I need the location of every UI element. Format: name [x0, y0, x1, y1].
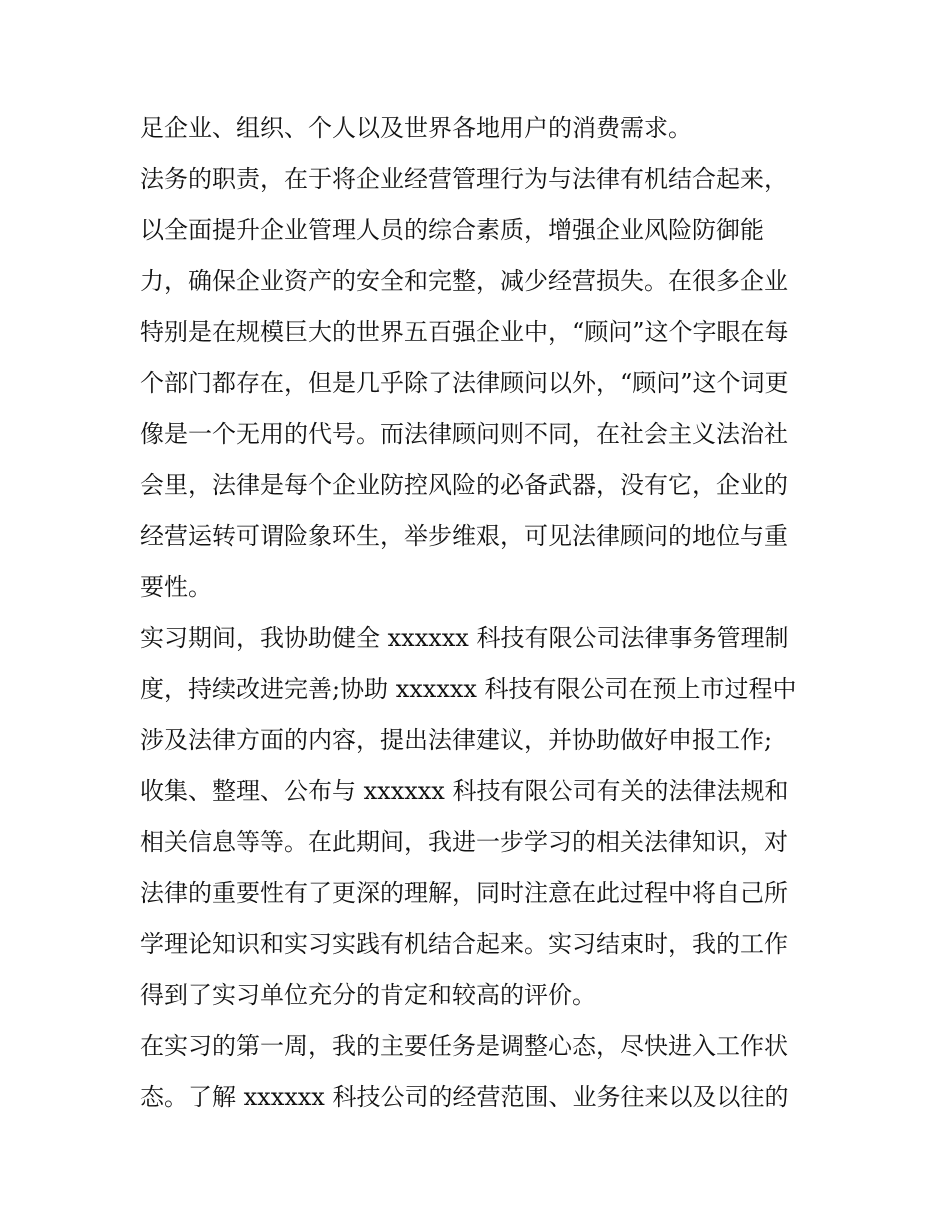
text-line: 态。了解 xxxxxx 科技公司的经营范围、业务往来以及以往的: [140, 1083, 789, 1111]
document-body: [140, 103, 820, 1123]
text-line: 学理论知识和实习实践有机结合起来。实习结束时，我的工作: [140, 930, 788, 958]
text-line: 以全面提升企业管理人员的综合素质，增强企业风险防御能: [140, 216, 764, 244]
text-line: 法律的重要性有了更深的理解，同时注意在此过程中将自己所: [140, 879, 788, 907]
text-line: 足企业、组织、个人以及世界各地用户的消费需求。: [140, 114, 692, 142]
text-line: 实习期间，我协助健全 xxxxxx 科技有限公司法律事务管理制: [140, 624, 789, 652]
text-line: 在实习的第一周，我的主要任务是调整心态，尽快进入工作状: [140, 1032, 788, 1060]
text-line: 像是一个无用的代号。而法律顾问则不同，在社会主义法治社: [140, 420, 788, 448]
text-line: 度，持续改进完善;协助 xxxxxx 科技有限公司在预上市过程中: [140, 675, 797, 703]
text-line: 涉及法律方面的内容，提出法律建议，并协助做好申报工作;: [140, 726, 773, 754]
text-line: 特别是在规模巨大的世界五百强企业中，“顾问”这个字眼在每: [140, 318, 789, 346]
text-line: 法务的职责，在于将企业经营管理行为与法律有机结合起来，: [140, 165, 788, 193]
text-line: 得到了实习单位充分的肯定和较高的评价。: [140, 981, 596, 1009]
text-line: 相关信息等等。在此期间，我进一步学习的相关法律知识，对: [140, 828, 788, 856]
text-line: 收集、整理、公布与 xxxxxx 科技有限公司有关的法律法规和: [140, 777, 789, 805]
text-line: 经营运转可谓险象环生，举步维艰，可见法律顾问的地位与重: [140, 522, 788, 550]
text-line: 力，确保企业资产的安全和完整，减少经营损失。在很多企业: [140, 267, 788, 295]
text-line: 会里，法律是每个企业防控风险的必备武器，没有它，企业的: [140, 471, 788, 499]
text-line: 个部门都存在，但是几乎除了法律顾问以外，“顾问”这个词更: [140, 369, 789, 397]
text-line: 要性。: [140, 573, 212, 601]
